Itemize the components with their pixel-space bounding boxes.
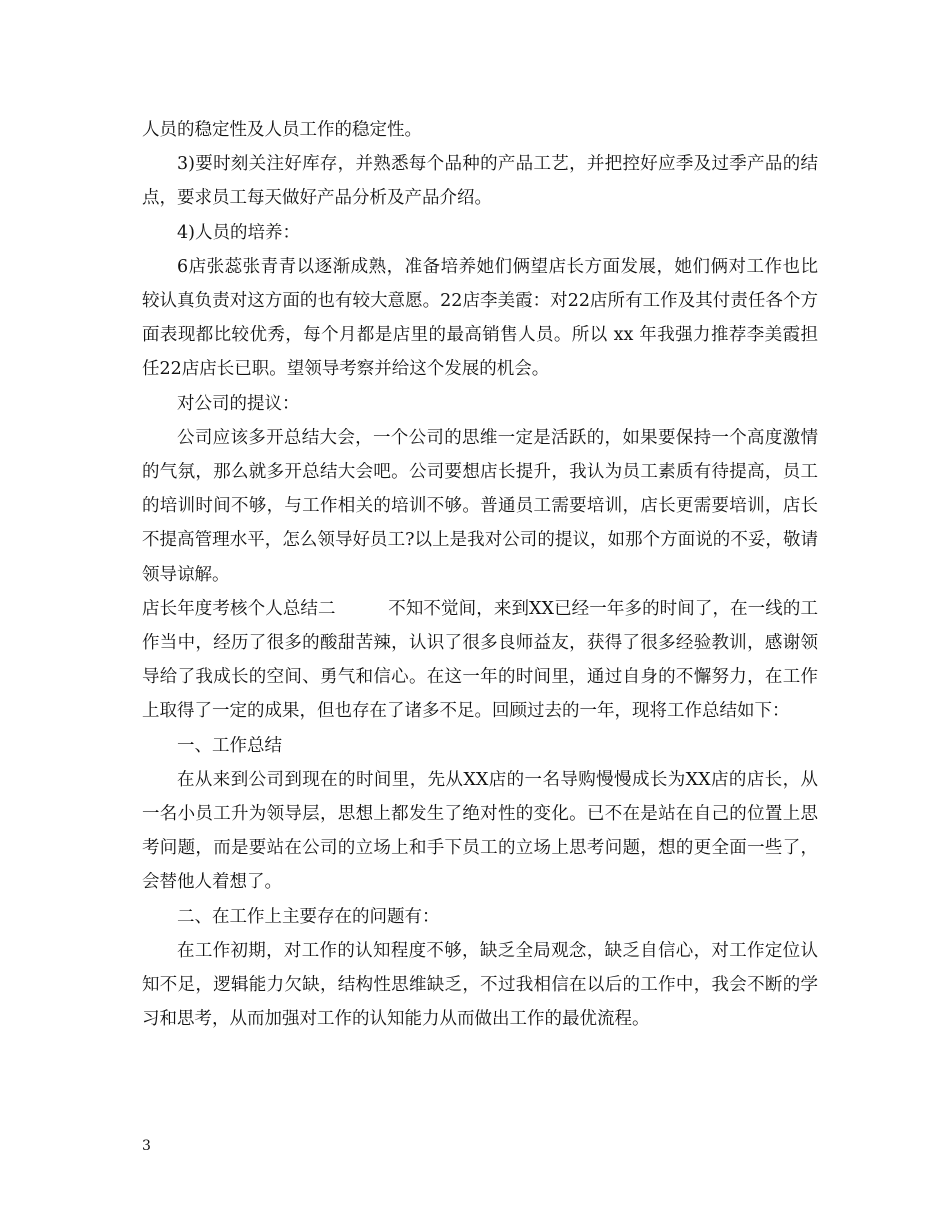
heading-problems: 二、在工作上主要存在的问题有：: [177, 906, 440, 927]
page-number: 3: [142, 1138, 151, 1154]
paragraph: 4)人员的培养：: [177, 222, 300, 243]
section2-title: 店长年度考核个人总结二: [142, 598, 336, 619]
section2-intro: 不知不觉间，来到XX已经一年多的时间了，在一线的工作当中，经历了很多的酸甜苦辣，认识了很多良师益友，获得了很多经验教训，感谢领导给了我成长的空间、勇气和信心。在这一年的时间里，通过自身的不懈努力，在工作上取得了一定的成果，但也存在了诸多不足。回顾过去的一年，现将工作总结如下：: [142, 598, 818, 722]
paragraph: 6店张蕊张青青以逐渐成熟，准备培养她们俩望店长方面发展，她们俩对工作也比较认真负责对这方面的也有较大意愿。22店李美霞：对22店所有工作及其付责任各个方面表现都比较优秀，每个月都是店里的最高销售人员。所以 xx 年我强力推荐李美霞担任22店店长已职。望领导考察并给这个发展的机会。: [142, 256, 818, 380]
paragraph: 3)要时刻关注好库存，并熟悉每个品种的产品工艺，并把控好应季及过季产品的结点，要求员工每天做好产品分析及产品介绍。: [142, 154, 818, 209]
paragraph: 对公司的提议：: [177, 393, 300, 414]
paragraph: 人员的稳定性及人员工作的稳定性。: [142, 120, 422, 140]
section2-paragraph: [142, 592, 818, 729]
paragraph: 在工作初期，对工作的认知程度不够，缺乏全局观念，缺乏自信心，对工作定位认知不足，逻辑能力欠缺，结构性思维缺乏，不过我相信在以后的工作中，我会不断的学习和思考，从而加强对工作的认知能力从而做出工作的最优流程。: [142, 940, 818, 1030]
heading-work-summary: 一、工作总结: [177, 735, 282, 756]
paragraph: 公司应该多开总结大会，一个公司的思维一定是活跃的，如果要保持一个高度激情的气氛，那么就多开总结大会吧。公司要想店长提升，我认为员工素质有待提高，员工的培训时间不够，与工作相关的培训不够。普通员工需要培训，店长更需要培训，店长不提高管理水平，怎么领导好员工?以上是我对公司的提议，如那个方面说的不妥，敬请领导谅解。: [142, 427, 818, 585]
document-body: [142, 113, 818, 1036]
paragraph: 在从来到公司到现在的时间里，先从XX店的一名导购慢慢成长为XX店的店长，从一名小员工升为领导层，思想上都发生了绝对性的变化。已不在是站在自己的位置上思考问题，而是要站在公司的立场上和手下员工的立场上思考问题，想的更全面一些了，会替他人着想了。: [142, 769, 818, 893]
